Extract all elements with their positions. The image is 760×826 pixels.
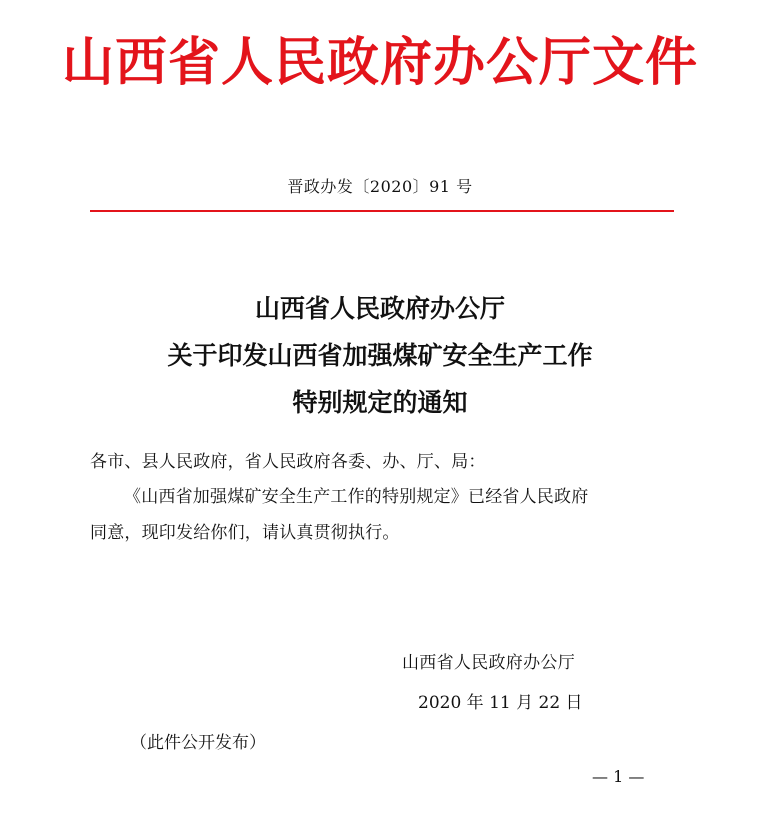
- issue-date: 2020 年 11 月 22 日: [418, 693, 583, 713]
- notice-title-line-2: 关于印发山西省加强煤矿安全生产工作: [167, 341, 593, 370]
- body-paragraph-line-1: 《山西省加强煤矿安全生产工作的特别规定》已经省人民政府: [124, 487, 589, 507]
- body-paragraph-line-2: 同意，现印发给你们，请认真贯彻执行。: [90, 523, 400, 543]
- notice-title-line-1: 山西省人民政府办公厅: [254, 294, 505, 323]
- document-number: 晋政办发〔2020〕91 号: [287, 177, 473, 196]
- red-separator-line: [90, 210, 674, 212]
- notice-title-line-3: 特别规定的通知: [292, 388, 468, 417]
- salutation: 各市、县人民政府，省人民政府各委、办、厅、局：: [90, 452, 486, 472]
- body-paragraph: [90, 479, 680, 551]
- page-number: — 1 —: [592, 767, 645, 786]
- red-masthead-title: 山西省人民政府办公厅文件: [61, 32, 698, 93]
- issuer-signature: 山西省人民政府办公厅: [402, 653, 575, 673]
- notice-title: [0, 285, 760, 426]
- disclosure-note: （此件公开发布）: [130, 733, 266, 753]
